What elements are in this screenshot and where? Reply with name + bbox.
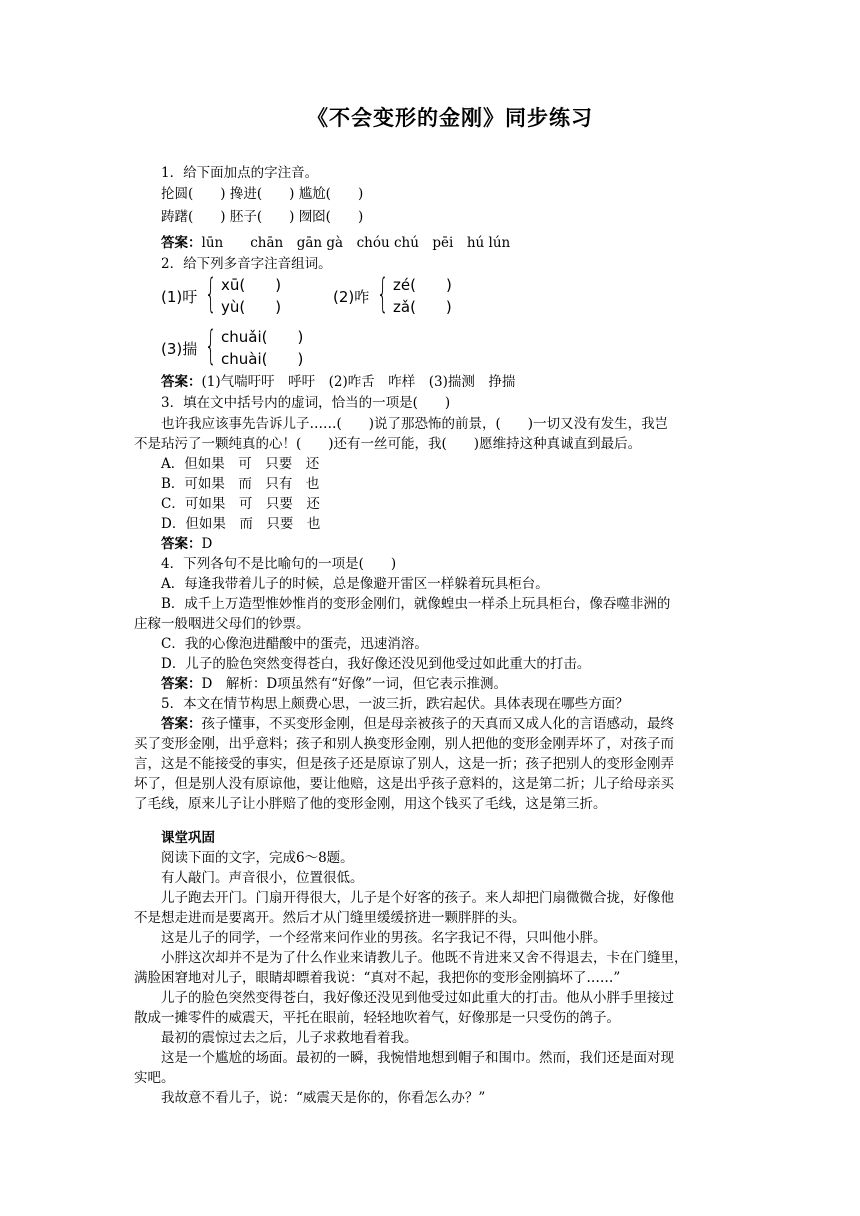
q3-passage-2: 不是玷污了一颗纯真的心！( )还有一丝可能，我( )愿维持这种真诚直到最后。 [134, 436, 642, 452]
answer-label: 答案： [161, 374, 202, 390]
q2-g2-reading-2: zǎ( ) [393, 298, 452, 316]
q5-answer-line-3: 言，这是不能接受的事实，但是孩子还是原谅了别人，这是一折；孩子把别人的变形金刚弄 [134, 756, 674, 772]
q2-answer-text: (1)气喘吁吁 呼吁 (2)咋舌 咋样 (3)揣测 挣揣 [201, 374, 516, 390]
q3-option-b: B．可如果 而 只有 也 [161, 476, 320, 492]
q1-item-1: 抡圆( ) [161, 186, 226, 202]
q5-stem: 5．本文在情节构思上颇费心思，一波三折，跌宕起伏。具体表现在哪些方面？ [161, 696, 629, 712]
q2-answer [161, 372, 515, 392]
q4-option-b-2: 庄稼一般咽进父母们的钞票。 [134, 616, 310, 632]
q4-answer [161, 674, 507, 694]
q3-stem: 3．填在文中括号内的虚词，恰当的一项是( ) [161, 395, 451, 411]
q1-item-2: 搀进( ) [229, 186, 295, 202]
q2-g3-reading-2: chuài( ) [221, 350, 304, 368]
answer-label: 答案： [161, 676, 202, 692]
passage-p3: 这是儿子的同学，一个经常来问作业的男孩。名字我记不得，只叫他小胖。 [161, 930, 607, 946]
passage-p2-2: 不是想走进而是要离开。然后才从门缝里缓缓挤进一颗胖胖的头。 [134, 910, 526, 926]
q1-row2 [161, 207, 363, 227]
q2-g2-label: (2)咋 [333, 288, 370, 306]
q1-item-3: 尴尬( ) [298, 186, 364, 202]
passage-p5-1: 儿子的脸色突然变得苍白，我好像还没见到他受过如此重大的打击。他从小胖手里接过 [161, 990, 674, 1006]
q5-answer-text-1: 孩子懂事，不买变形金刚，但是母亲被孩子的天真而又成人化的言语感动，最终 [201, 716, 674, 732]
brace-icon: { [377, 271, 389, 317]
q5-answer-line-1 [161, 714, 674, 734]
q3-answer [161, 534, 212, 554]
page-title: 《不会变形的金刚》同步练习 [307, 106, 593, 130]
q2-g2-reading-1: zé( ) [393, 276, 452, 294]
q4-option-c: C．我的心像泡进醋酸中的蛋壳，迅速消溶。 [161, 636, 428, 652]
q4-answer-text: D 解析：D项虽然有“好像”一词，但它表示推测。 [201, 676, 507, 692]
q1-item-6: 囫囵( ) [298, 209, 364, 225]
q1-row1 [161, 184, 363, 204]
passage-p8: 我故意不看儿子，说：“威震天是你的，你看怎么办？” [161, 1090, 486, 1106]
q2-g3-reading-1: chuǎi( ) [221, 328, 304, 346]
q1-item-4: 踌躇( ) [161, 209, 226, 225]
q5-answer-line-2: 买了变形金刚，出乎意料；孩子和别人换变形金刚，别人把他的变形金刚弄坏了，对孩子而 [134, 736, 674, 752]
q3-passage-1: 也许我应该事先告诉儿子……( )说了那恐怖的前景，( )一切又没有发生，我岂 [161, 416, 669, 432]
q4-option-d: D．儿子的脸色突然变得苍白，我好像还没见到他受过如此重大的打击。 [161, 656, 591, 672]
q2-group-2 [333, 271, 473, 320]
q5-answer-line-5: 了毛线，原来儿子让小胖赔了他的变形金刚，用这个钱买了毛线，这是第三折。 [134, 796, 607, 812]
q3-option-d: D．但如果 而 只要 也 [161, 516, 321, 532]
section-intro: 阅读下面的文字，完成6～8题。 [161, 850, 354, 866]
brace-icon: { [205, 271, 217, 317]
q2-group-3 [161, 323, 331, 372]
passage-p2-1: 儿子跑去开门。门扇开得很大，儿子是个好客的孩子。来人却把门扇微微合拢，好像他 [161, 890, 674, 906]
q1-stem: 1．给下面加点的字注音。 [161, 165, 319, 181]
answer-label: 答案： [161, 536, 202, 552]
q1-answer-text: lūn chān gān gà chóu chú pēi hú lún [201, 235, 511, 251]
answer-label: 答案： [161, 716, 202, 732]
q4-stem: 4．下列各句不是比喻句的一项是( ) [161, 556, 397, 572]
brace-icon: { [205, 323, 217, 369]
section-heading: 课堂巩固 [161, 830, 215, 846]
q2-g1-reading-2: yù( ) [221, 298, 282, 316]
passage-p4-2: 满脸困窘地对儿子，眼睛却瞟着我说：“真对不起，我把你的变形金刚搞坏了……” [134, 970, 621, 986]
q2-g1-reading-1: xū( ) [221, 276, 282, 294]
q2-g3-label: (3)揣 [161, 340, 198, 358]
passage-p4-1: 小胖这次却并不是为了什么作业来请教儿子。他既不肯进来又舍不得退去，卡在门缝里， [161, 950, 688, 966]
q5-answer-line-4: 坏了，但是别人没有原谅他，要让他赔，这是出乎孩子意料的，这是第二折；儿子给母亲买 [134, 776, 674, 792]
passage-p7-1: 这是一个尴尬的场面。最初的一瞬，我惋惜地想到帽子和围巾。然而，我们还是面对现 [161, 1050, 674, 1066]
passage-p6: 最初的震惊过去之后，儿子求救地看着我。 [161, 1030, 418, 1046]
q1-answer [161, 233, 510, 253]
q3-option-c: C．可如果 可 只要 还 [161, 496, 320, 512]
passage-p5-2: 散成一摊零件的威震天，平托在眼前，轻轻地吹着气，好像那是一只受伤的鸽子。 [134, 1010, 620, 1026]
passage-p1: 有人敲门。声音很小，位置很低。 [161, 870, 364, 886]
q2-stem: 2．给下列多音字注音组词。 [161, 256, 332, 272]
answer-label: 答案： [161, 235, 202, 251]
q4-option-b-1: B．成千上万造型惟妙惟肖的变形金刚们，就像蝗虫一样杀上玩具柜台，像吞噬非洲的 [161, 596, 671, 612]
q3-answer-text: D [201, 536, 213, 552]
passage-p7-2: 实吧。 [134, 1070, 175, 1086]
q2-group-1 [161, 271, 301, 320]
q1-item-5: 胚子( ) [229, 209, 295, 225]
q3-option-a: A．但如果 可 只要 还 [161, 456, 320, 472]
q4-option-a: A．每逢我带着儿子的时候，总是像避开雷区一样躲着玩具柜台。 [161, 576, 549, 592]
q2-g1-label: (1)吁 [161, 288, 198, 306]
